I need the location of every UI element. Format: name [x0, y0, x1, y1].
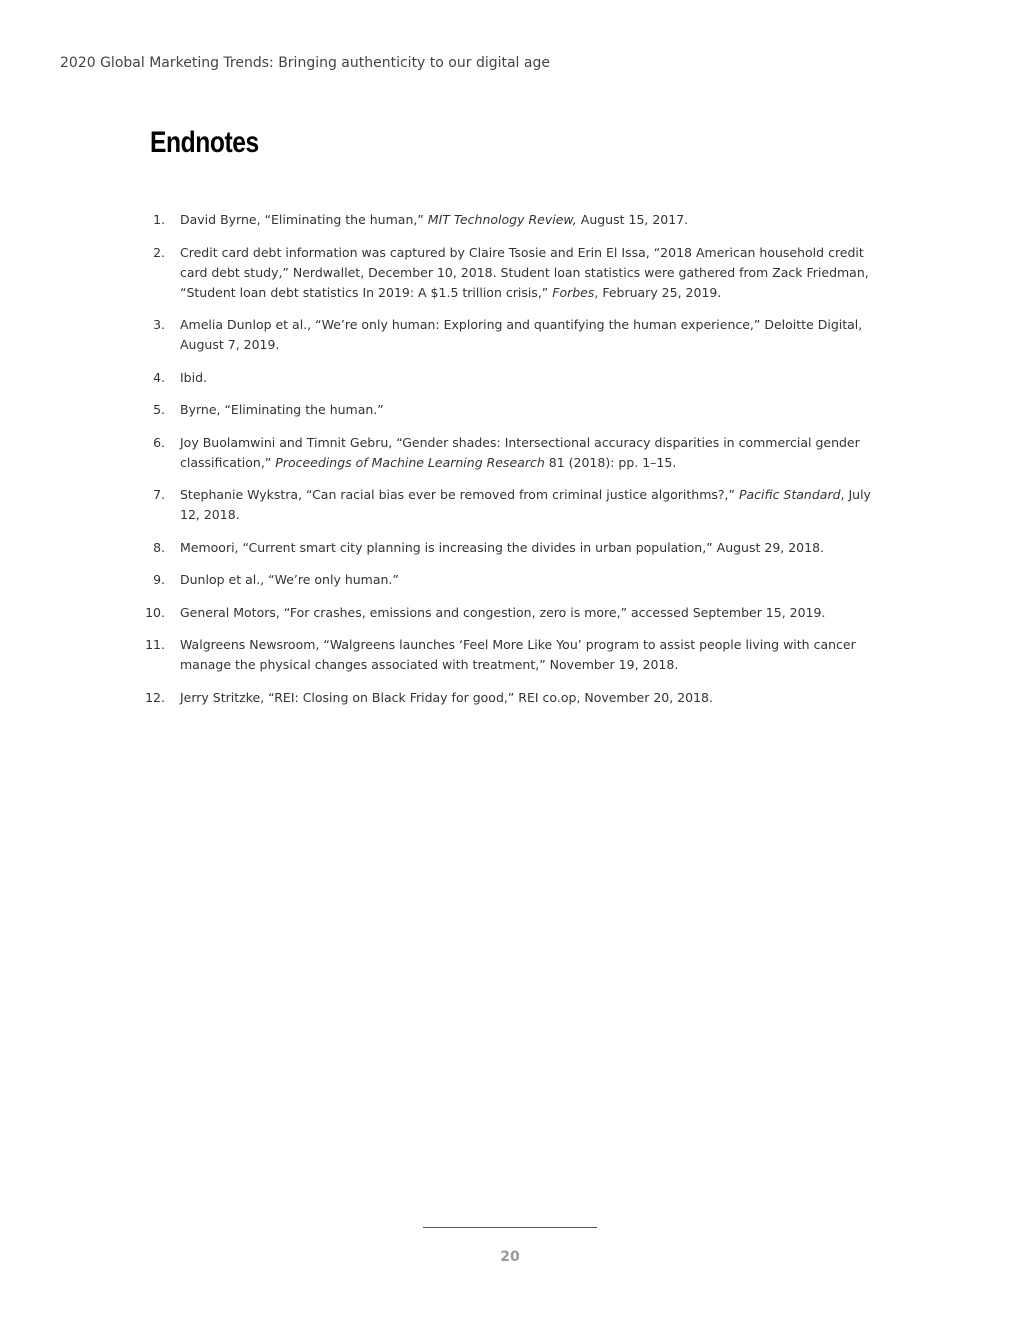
endnote-text [180, 433, 880, 473]
endnote-item [145, 688, 880, 708]
endnote-item [145, 433, 880, 473]
endnote-text [180, 485, 880, 525]
page-number: 20 [500, 1249, 520, 1265]
endnote-source-title: Proceedings of Machine Learning Research [275, 454, 545, 470]
footer-divider [423, 1227, 597, 1228]
endnote-text [180, 538, 880, 558]
endnote-item [145, 603, 880, 623]
endnote-number: 5. [153, 402, 165, 417]
endnote-number: 6. [153, 434, 165, 450]
endnote-item [145, 485, 880, 525]
endnote-text [180, 603, 880, 623]
endnote-text [180, 688, 880, 708]
endnote-item [145, 243, 880, 303]
endnote-item [145, 538, 880, 558]
endnote-text [180, 368, 880, 388]
endnote-text-segment: Dunlop et al., “We’re only human.” [180, 572, 399, 587]
endnotes-list [145, 210, 880, 720]
endnote-source-title: MIT Technology Review, [427, 212, 577, 227]
endnote-text-segment: General Motors, “For crashes, emissions and congestion, zero is more,” accessed September 15, 2019. [180, 604, 826, 620]
endnote-item [145, 210, 880, 230]
endnote-number: 10. [145, 604, 165, 620]
endnote-number: 12. [145, 689, 165, 705]
endnote-text-segment: Amelia Dunlop et al., “We’re only human: Exploring and quantifying the human experience,” Deloitte Digital, August 7, 2019. [180, 317, 863, 352]
endnote-number: 1. [153, 212, 165, 227]
endnote-text-segment: Credit card debt information was captured by Claire Tsosie and Erin El Issa, “2018 American household credit card debt study,” Nerdwallet, December 10, 2018. Student loan statistics were gathered from Zack Friedman, “Student loan debt statistics In 2019: A $1.5 trillion crisis,” [180, 244, 869, 300]
endnote-item [145, 400, 880, 420]
endnote-text-segment: , July 12, 2018. [180, 487, 871, 522]
endnote-number: 7. [153, 487, 165, 502]
endnote-text [180, 635, 880, 675]
endnote-text-segment: Joy Buolamwini and Timnit Gebru, “Gender shades: Intersectional accuracy disparities in commercial gender classification,” [180, 434, 860, 470]
endnote-source-title: Forbes [552, 284, 595, 300]
page-title: Endnotes [150, 126, 259, 159]
endnote-item [145, 368, 880, 388]
endnote-item [145, 315, 880, 355]
endnote-number: 3. [153, 317, 165, 332]
endnote-text-segment: Stephanie Wykstra, “Can racial bias ever be removed from criminal justice algorithms?,” [180, 487, 739, 502]
endnote-text [180, 570, 880, 590]
endnote-text-segment: David Byrne, “Eliminating the human,” [180, 212, 428, 227]
endnote-text-segment: August 15, 2017. [576, 212, 689, 227]
endnote-number: 2. [153, 244, 165, 260]
endnote-text-segment: Ibid. [180, 369, 208, 385]
endnote-text [180, 315, 880, 355]
endnote-source-title: Pacific Standard [738, 487, 841, 502]
endnote-text-segment: Byrne, “Eliminating the human.” [180, 402, 384, 417]
endnote-text-segment: , February 25, 2019. [594, 284, 722, 300]
endnote-text [180, 210, 880, 230]
endnote-number: 8. [153, 539, 165, 555]
endnote-text-segment: 81 (2018): pp. 1–15. [544, 454, 677, 470]
endnote-text-segment: Walgreens Newsroom, “Walgreens launches ‘Feel More Like You’ program to assist people living with cancer manage the physical changes associated with treatment,” November 19, 2018. [180, 637, 856, 672]
endnote-text [180, 400, 880, 420]
endnote-number: 4. [153, 369, 165, 385]
endnote-text-segment: Jerry Stritzke, “REI: Closing on Black Friday for good,” REI co.op, November 20, 2018. [180, 689, 713, 705]
endnote-text-segment: Memoori, “Current smart city planning is increasing the divides in urban population,” August 29, 2018. [180, 539, 825, 555]
endnote-text [180, 243, 880, 303]
endnote-item [145, 635, 880, 675]
endnote-item [145, 570, 880, 590]
endnote-number: 11. [145, 637, 165, 652]
endnote-number: 9. [153, 572, 165, 587]
running-header: 2020 Global Marketing Trends: Bringing authenticity to our digital age [60, 55, 550, 71]
